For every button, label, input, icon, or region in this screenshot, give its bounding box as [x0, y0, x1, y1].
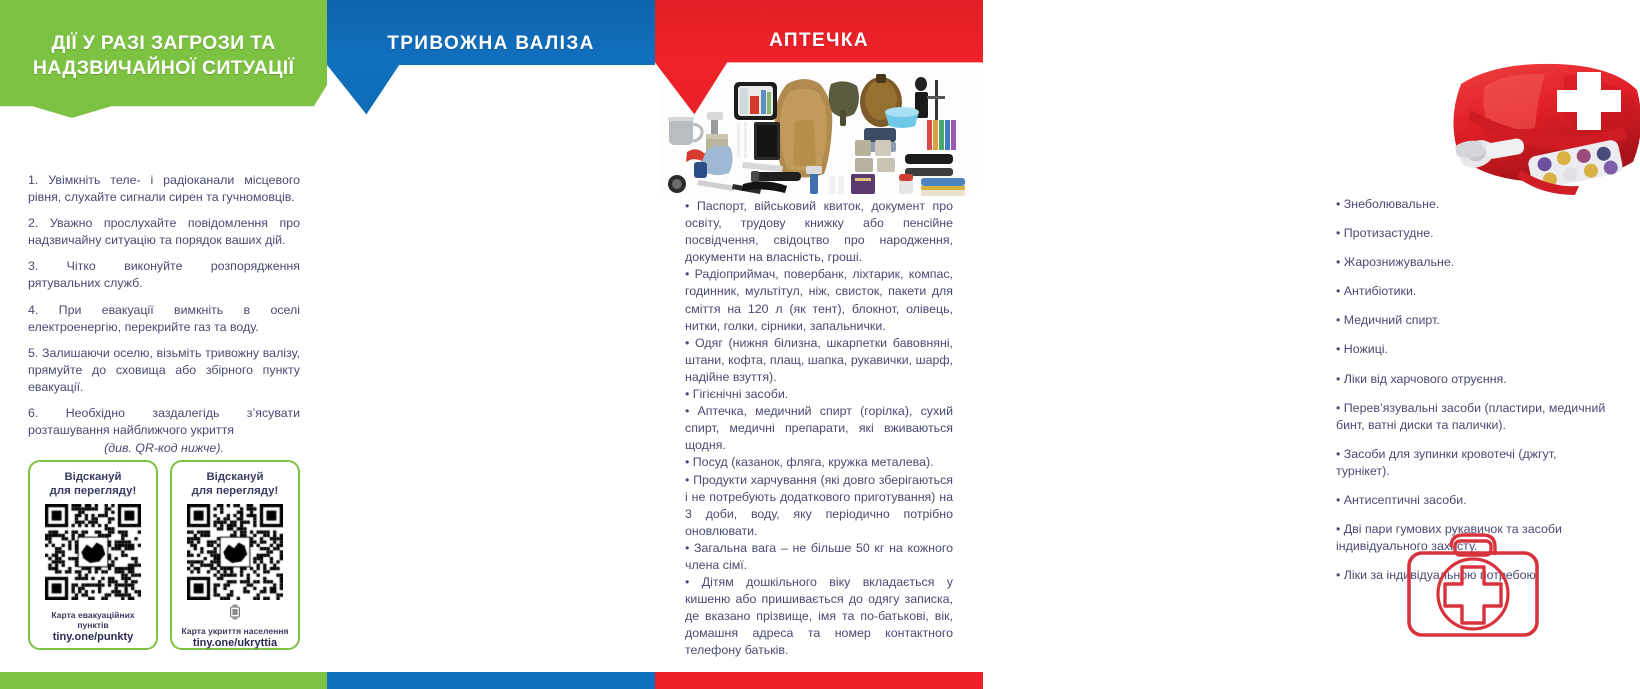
watch-icon — [228, 604, 242, 620]
footer-segment-green — [0, 672, 327, 689]
list-item-text: 6. Необхідно заздалегідь з’ясувати розташування найближчого укриття — [28, 406, 300, 438]
first-aid-bag-photo — [1425, 58, 1640, 193]
footer-segment-blue — [327, 672, 655, 689]
column-actions — [0, 0, 327, 689]
list-item: • Ножиці. — [1336, 342, 1388, 357]
qr-card-group — [28, 460, 304, 650]
qr-prompt: Відскануй для перегляду! — [191, 471, 279, 497]
list-item: • Дітям дошкільного віку вкладається у кишеню або пришивається до одягу записка, де вказано прізвище, імя та по-батькові, вік, домашня адреса та номер контактного телефону батьків. — [685, 575, 953, 658]
list-item: • Ліки за індивідуальною потребою. — [1336, 568, 1540, 583]
list-item: • Засоби для зупинки кровотечі (джгут, турнікет). — [1336, 446, 1557, 478]
list-item: • Паспорт, військовий квиток, документ про освіту, трудову книжку або пенсійне посвідчення, свідоцтво про народження, документи на власність, гроші. — [685, 199, 953, 265]
qr-note: (див. QR-код нижче). — [104, 441, 224, 456]
list-item: • Медичний спирт. — [1336, 313, 1440, 328]
list-item: • Посуд (казанок, фляга, кружка металева). — [685, 455, 934, 470]
list-item — [28, 405, 300, 457]
footer-segment-red — [655, 672, 983, 689]
qr-url[interactable]: tiny.one/ukryttia — [192, 637, 278, 649]
middle-header-title: ТРИВОЖНА ВАЛІЗА — [387, 33, 595, 54]
qr-url[interactable]: tiny.one/punkty — [52, 631, 134, 643]
list-item: 3. Чітко виконуйте розпорядження рятувальних служб. — [28, 259, 300, 291]
list-item: • Антибіотики. — [1336, 284, 1417, 299]
list-item: • Гігієнічні засоби. — [685, 387, 789, 402]
list-item: • Антисептичні засоби. — [1336, 493, 1467, 508]
list-item: 5. Залишаючи оселю, візьміть тривожну валізу, прямуйте до сховища або збірного пункту евакуації. — [28, 345, 300, 394]
qr-caption: Карта укриття населення — [181, 626, 289, 636]
qr-prompt: Відскануй для перегляду! — [49, 471, 137, 497]
list-item: • Ліки від харчового отруєння. — [1336, 371, 1507, 386]
list-item: • Знеболювальне. — [1336, 197, 1440, 211]
list-item: 4. При евакуації вимкніть в оселі електроенергію, перекрийте газ та воду. — [28, 302, 300, 334]
footer-color-bar — [0, 672, 983, 689]
right-header-title: АПТЕЧКА — [769, 30, 869, 51]
list-item: • Одяг (нижня білизна, шкарпетки бавовняні, штани, кофта, плащ, шапка, рукавички, шарф, надійне взуття). — [685, 335, 953, 384]
column-emergency-bag — [327, 0, 953, 689]
qr-card-shelters[interactable] — [170, 460, 300, 650]
qr-caption: Карта евакуаційних пунктів — [51, 610, 135, 630]
list-item: • Продукти харчування (які довго зберігаються і не потребують додаткового приготування) на 3 доби, воду, яку періодично потрібно оновлювати. — [685, 472, 953, 538]
qr-code-image[interactable] — [45, 504, 141, 600]
list-item: • Радіоприймач, повербанк, ліхтарик, компас, годинник, мультітул, ніж, свисток, пакети для сміття на 120 л (як тент), блокнот, олівець, нитки, голки, сірники, запальнички. — [685, 267, 953, 333]
list-item: • Жарознижувальне. — [1336, 255, 1455, 270]
list-item: • Перев’язувальні засоби (пластири, медичний бинт, ватні диски та палички). — [1336, 400, 1606, 432]
list-item: • Дві пари гумових рукавичок та засоби індивідуального захисту. — [1336, 522, 1562, 554]
qr-code-image[interactable] — [187, 504, 283, 600]
list-item: 1. Увімкніть теле- і радіоканали місцевого рівня, слухайте сигнали сирен та гучномовців. — [28, 173, 300, 205]
column-first-aid — [655, 0, 1606, 689]
list-item: 2. Уважно прослухайте повідомлення про надзвичайну ситуацію та порядок ваших дій. — [28, 216, 300, 248]
left-header-title: ДІЇ У РАЗІ ЗАГРОЗИ ТА НАДЗВИЧАЙНОЇ СИТУАЦІЇ — [32, 32, 295, 79]
list-item: • Загальна вага – не більше 50 кг на кожного члена сімї. — [685, 540, 953, 572]
right-header-banner — [655, 0, 983, 130]
first-aid-kit-icon — [1403, 525, 1543, 643]
list-item: • Аптечка, медичний спирт (горілка), сухий спирт, медичні препарати, які вживаються щодня. — [685, 404, 953, 453]
left-instructions-list — [28, 172, 300, 457]
middle-header-banner — [327, 0, 655, 130]
list-item: • Протизастудне. — [1336, 226, 1434, 241]
qr-card-evacuation-points[interactable] — [28, 460, 158, 650]
